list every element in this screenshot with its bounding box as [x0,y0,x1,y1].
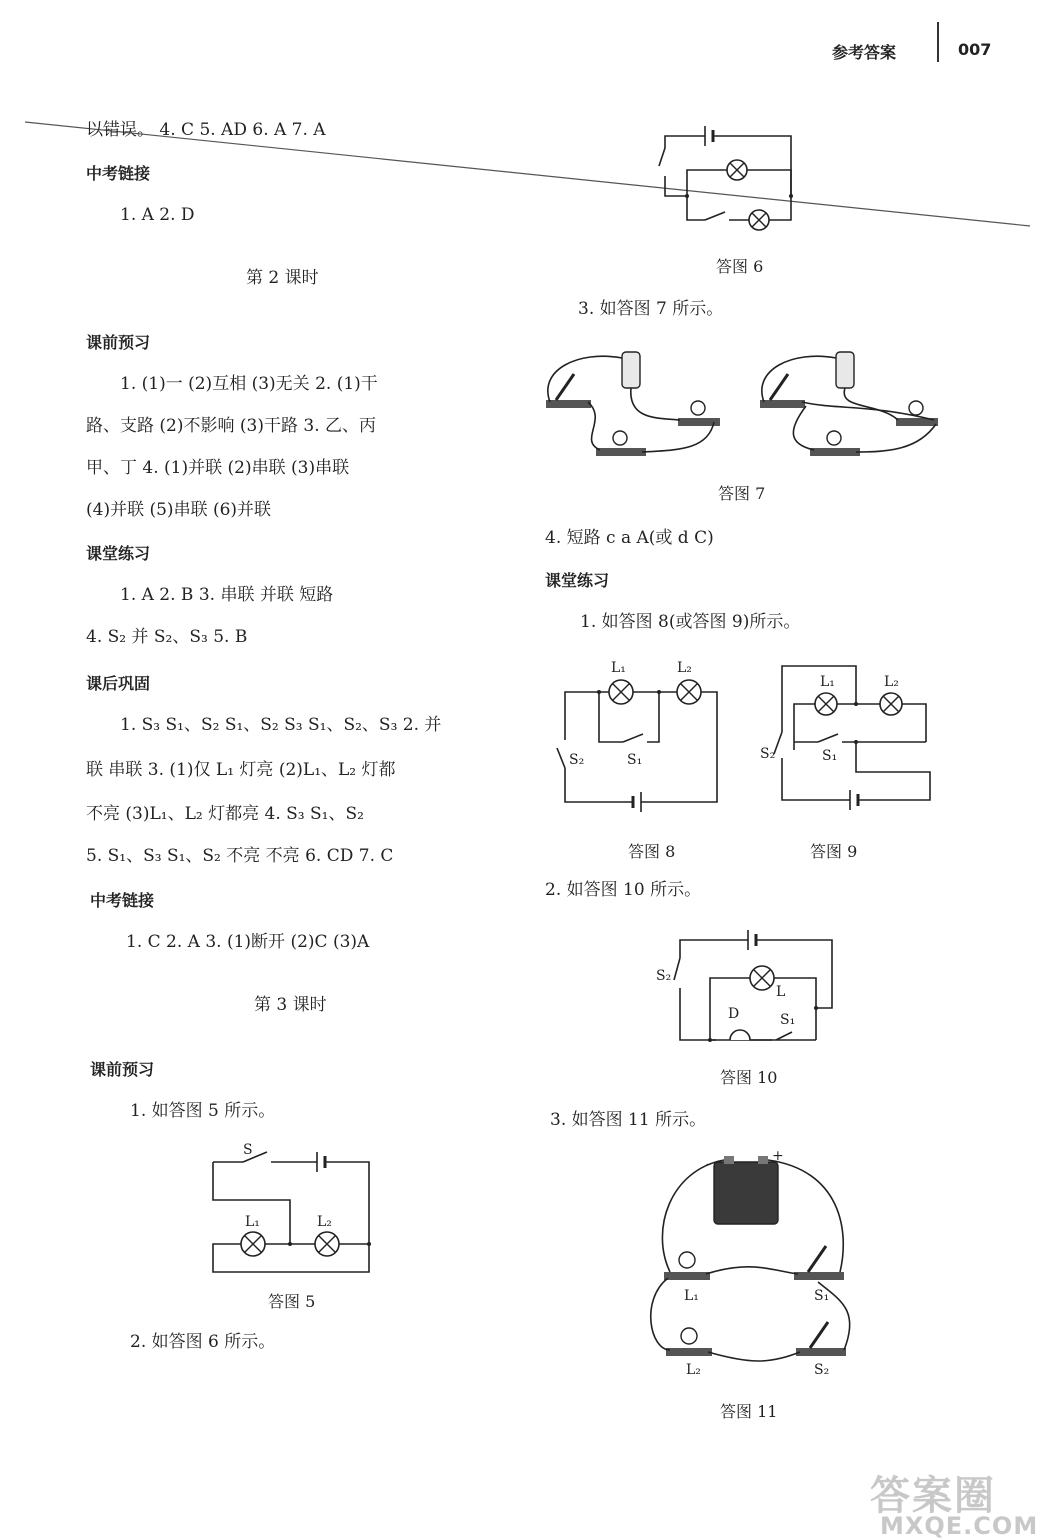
watermark-logo: 答案圈 [870,1473,996,1519]
label-plus: + [772,1148,784,1164]
answer-line: 3. 如答图 11 所示。 [550,1110,707,1130]
answer-line: 1. A 2. D [120,205,195,225]
figure-caption: 答图 10 [720,1068,778,1087]
label-L1: L₁ [820,674,835,690]
figure-caption: 答图 5 [268,1292,316,1311]
label-S2: S₂ [656,968,672,984]
answer-line: 2. 如答图 10 所示。 [545,880,702,900]
label-L1: L₁ [245,1214,260,1230]
answer-line: 1. C 2. A 3. (1)断开 (2)C (3)A [126,932,370,952]
section-heading: 课前预习 [90,1060,155,1079]
physical-circuit-figure-7 [538,340,948,470]
label-S1: S₁ [627,752,643,768]
answer-line: 1. A 2. B 3. 串联 并联 短路 [120,585,334,605]
answer-line: 4. S₂ 并 S₂、S₃ 5. B [86,627,248,647]
circuit-figure-8 [555,652,735,812]
figure-caption: 答图 7 [718,484,766,503]
answer-line: 1. 如答图 5 所示。 [130,1101,276,1121]
circuit-figure-6 [655,118,805,238]
label-S: S [243,1142,253,1158]
section-heading: 中考链接 [90,891,155,910]
label-L2: L₂ [686,1362,701,1378]
answer-line: 3. 如答图 7 所示。 [578,299,724,319]
label-minus: - [706,1156,711,1172]
answer-line: (4)并联 (5)串联 (6)并联 [86,500,272,520]
answer-line: 不亮 (3)L₁、L₂ 灯都亮 4. S₃ S₁、S₂ [86,804,364,824]
figure-caption: 答图 9 [810,842,858,861]
answer-line: 5. S₁、S₃ S₁、S₂ 不亮 不亮 6. CD 7. C [86,846,394,866]
section-heading: 课后巩固 [86,674,151,693]
header-section: 参考答案 [832,43,897,62]
label-S2: S₂ [569,752,585,768]
lesson-title: 第 3 课时 [254,995,327,1015]
section-heading: 课前预习 [86,333,151,352]
watermark-url: MXQE.COM [880,1512,1039,1540]
page-number: 007 [958,40,992,59]
answer-line: 甲、丁 4. (1)并联 (2)串联 (3)串联 [86,458,350,478]
section-heading: 中考链接 [86,164,151,183]
circuit-figure-10 [650,920,850,1050]
lesson-title: 第 2 课时 [246,268,319,288]
answer-line: 2. 如答图 6 所示。 [130,1332,276,1352]
label-S2: S₂ [760,746,776,762]
answer-line: 1. S₃ S₁、S₂ S₁、S₂ S₃ S₁、S₂、S₃ 2. 并 [120,715,442,735]
label-L2: L₂ [317,1214,332,1230]
figure-caption: 答图 6 [716,257,764,276]
section-heading: 课堂练习 [86,544,151,563]
answer-line: 以错误。 4. C 5. AD 6. A 7. A [86,120,326,140]
answer-line: 1. (1)一 (2)互相 (3)无关 2. (1)干 [120,374,378,394]
answer-line: 联 串联 3. (1)仅 L₁ 灯亮 (2)L₁、L₂ 灯都 [86,760,396,780]
answer-line: 1. 如答图 8(或答图 9)所示。 [580,612,801,632]
figure-caption: 答图 11 [720,1402,778,1421]
label-S1: S₁ [814,1288,830,1304]
label-L1: L₁ [684,1288,699,1304]
label-L1: L₁ [611,660,626,676]
label-L2: L₂ [677,660,692,676]
label-L: L [776,984,786,1000]
label-S1: S₁ [780,1012,796,1028]
section-heading: 课堂练习 [545,571,610,590]
label-L2: L₂ [884,674,899,690]
label-D: D [728,1006,740,1022]
physical-circuit-figure-11 [640,1150,870,1390]
figure-caption: 答图 8 [628,842,676,861]
label-S2: S₂ [814,1362,830,1378]
label-S1: S₁ [822,748,838,764]
answer-line: 路、支路 (2)不影响 (3)干路 3. 乙、丙 [86,416,376,436]
circuit-figure-9 [760,658,940,818]
answer-line: 4. 短路 c a A(或 d C) [545,528,714,548]
circuit-figure-5 [205,1140,380,1280]
